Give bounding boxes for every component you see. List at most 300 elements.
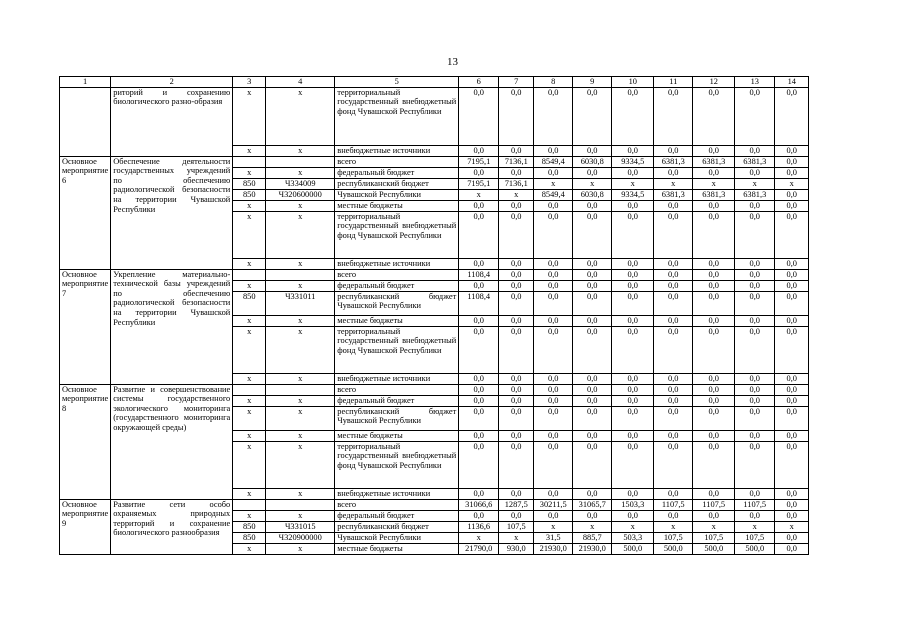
grbs-code: x xyxy=(233,430,266,441)
year-value: x xyxy=(573,521,612,532)
year-value: 0,0 xyxy=(534,326,573,373)
grbs-code: x xyxy=(233,167,266,178)
target-code: x xyxy=(266,258,335,269)
target-code: x xyxy=(266,315,335,326)
funding-source: всего xyxy=(335,269,459,280)
year-value: 0,0 xyxy=(459,430,499,441)
year-value: x xyxy=(735,178,775,189)
year-value: 0,0 xyxy=(775,167,809,178)
year-value: 0,0 xyxy=(693,510,735,521)
grbs-code: 850 xyxy=(233,189,266,200)
column-number: 6 xyxy=(459,77,499,88)
year-value: 6381,3 xyxy=(735,156,775,167)
year-value: 0,0 xyxy=(534,87,573,145)
year-value: x xyxy=(573,178,612,189)
year-value: 0,0 xyxy=(775,430,809,441)
target-code: Ч331011 xyxy=(266,291,335,315)
year-value: 0,0 xyxy=(534,430,573,441)
year-value: 0,0 xyxy=(735,167,775,178)
year-value: x xyxy=(775,178,809,189)
year-value: x xyxy=(775,521,809,532)
year-value: 0,0 xyxy=(654,145,693,156)
table-row xyxy=(60,87,809,145)
grbs-code: x xyxy=(233,373,266,384)
year-value: 21790,0 xyxy=(459,543,499,554)
year-value: 0,0 xyxy=(775,211,809,258)
year-value: 0,0 xyxy=(735,384,775,395)
column-number: 10 xyxy=(612,77,654,88)
year-value: x xyxy=(499,532,534,543)
column-number: 11 xyxy=(654,77,693,88)
year-value: 0,0 xyxy=(654,269,693,280)
year-value: 0,0 xyxy=(534,315,573,326)
activity-name: Основное мероприятие 6 xyxy=(60,156,111,269)
year-value: 31,5 xyxy=(534,532,573,543)
target-code: Ч320600000 xyxy=(266,189,335,200)
year-value: 0,0 xyxy=(693,441,735,488)
page-number: 13 xyxy=(447,56,458,68)
year-value: 30211,5 xyxy=(534,499,573,510)
grbs-code: x xyxy=(233,200,266,211)
year-value: 0,0 xyxy=(612,87,654,145)
year-value: 0,0 xyxy=(735,488,775,499)
year-value: 0,0 xyxy=(459,510,499,521)
year-value: 0,0 xyxy=(573,384,612,395)
year-value: 1503,3 xyxy=(612,499,654,510)
year-value: 0,0 xyxy=(612,145,654,156)
column-number: 9 xyxy=(573,77,612,88)
year-value: 0,0 xyxy=(459,395,499,406)
year-value: 0,0 xyxy=(654,373,693,384)
header-row xyxy=(60,77,809,88)
year-value: 0,0 xyxy=(612,258,654,269)
column-number: 12 xyxy=(693,77,735,88)
grbs-code: x xyxy=(233,87,266,145)
year-value: 0,0 xyxy=(612,395,654,406)
year-value: 0,0 xyxy=(693,145,735,156)
column-number: 14 xyxy=(775,77,809,88)
year-value: 0,0 xyxy=(459,373,499,384)
year-value: 0,0 xyxy=(534,211,573,258)
grbs-code: x xyxy=(233,543,266,554)
grbs-code: x xyxy=(233,488,266,499)
year-value: 0,0 xyxy=(499,373,534,384)
year-value: 0,0 xyxy=(573,315,612,326)
table-row xyxy=(60,384,809,395)
year-value: 0,0 xyxy=(735,291,775,315)
year-value: x xyxy=(534,178,573,189)
year-value: 0,0 xyxy=(459,211,499,258)
year-value: 0,0 xyxy=(693,280,735,291)
year-value: 0,0 xyxy=(735,269,775,280)
target-code: x xyxy=(266,406,335,430)
funding-source: местные бюджеты xyxy=(335,543,459,554)
funding-source: федеральный бюджет xyxy=(335,510,459,521)
year-value: 0,0 xyxy=(735,326,775,373)
year-value: 0,0 xyxy=(612,269,654,280)
year-value: 0,0 xyxy=(775,326,809,373)
target-code: x xyxy=(266,200,335,211)
activity-description: риторий и сохранению биологического разно-образия xyxy=(111,87,233,156)
year-value: 1136,6 xyxy=(459,521,499,532)
year-value: 0,0 xyxy=(573,488,612,499)
year-value: 0,0 xyxy=(459,258,499,269)
year-value: 21930,0 xyxy=(573,543,612,554)
year-value: 6030,8 xyxy=(573,189,612,200)
year-value: x xyxy=(735,521,775,532)
year-value: 930,0 xyxy=(499,543,534,554)
year-value: 0,0 xyxy=(499,145,534,156)
column-number: 8 xyxy=(534,77,573,88)
target-code: x xyxy=(266,488,335,499)
funding-source: федеральный бюджет xyxy=(335,280,459,291)
year-value: 500,0 xyxy=(735,543,775,554)
target-code: x xyxy=(266,211,335,258)
year-value: 0,0 xyxy=(775,200,809,211)
year-value: 0,0 xyxy=(573,441,612,488)
year-value: x xyxy=(693,178,735,189)
year-value: 0,0 xyxy=(654,441,693,488)
year-value: 0,0 xyxy=(459,326,499,373)
year-value: 0,0 xyxy=(775,532,809,543)
year-value: 0,0 xyxy=(612,510,654,521)
activity-name: Основное мероприятие 8 xyxy=(60,384,111,499)
table-row xyxy=(60,269,809,280)
year-value: 0,0 xyxy=(573,258,612,269)
year-value: 31066,6 xyxy=(459,499,499,510)
year-value: 0,0 xyxy=(612,315,654,326)
year-value: 0,0 xyxy=(735,200,775,211)
year-value: 6381,3 xyxy=(693,156,735,167)
year-value: 0,0 xyxy=(735,145,775,156)
year-value: 0,0 xyxy=(612,326,654,373)
funding-source: местные бюджеты xyxy=(335,430,459,441)
target-code: x xyxy=(266,543,335,554)
year-value: x xyxy=(499,189,534,200)
funding-source: республиканский бюджет xyxy=(335,178,459,189)
year-value: 0,0 xyxy=(735,510,775,521)
year-value: 503,3 xyxy=(612,532,654,543)
funding-source: всего xyxy=(335,384,459,395)
year-value: 0,0 xyxy=(612,441,654,488)
year-value: 0,0 xyxy=(573,145,612,156)
year-value: 0,0 xyxy=(573,200,612,211)
activity-description: Обеспечение деятельности государственных учреждений по обеспечению радиологической безопасности на территории Чувашской Республики xyxy=(111,156,233,269)
year-value: 0,0 xyxy=(459,145,499,156)
column-number: 13 xyxy=(735,77,775,88)
year-value: 0,0 xyxy=(612,291,654,315)
grbs-code: x xyxy=(233,280,266,291)
column-number: 1 xyxy=(60,77,111,88)
year-value: 0,0 xyxy=(654,315,693,326)
year-value: 1107,5 xyxy=(654,499,693,510)
funding-source: внебюджетные источники xyxy=(335,258,459,269)
year-value: 0,0 xyxy=(534,395,573,406)
year-value: 0,0 xyxy=(775,406,809,430)
funding-source: федеральный бюджет xyxy=(335,395,459,406)
year-value: 0,0 xyxy=(693,200,735,211)
year-value: 0,0 xyxy=(654,406,693,430)
year-value: 0,0 xyxy=(775,291,809,315)
grbs-code: x xyxy=(233,145,266,156)
year-value: 0,0 xyxy=(534,488,573,499)
year-value: 0,0 xyxy=(654,87,693,145)
year-value: x xyxy=(654,521,693,532)
year-value: 0,0 xyxy=(459,200,499,211)
year-value: x xyxy=(612,521,654,532)
year-value: 0,0 xyxy=(654,384,693,395)
grbs-code: x xyxy=(233,326,266,373)
year-value: 0,0 xyxy=(693,488,735,499)
year-value: 9334,5 xyxy=(612,189,654,200)
column-number: 2 xyxy=(111,77,233,88)
grbs-code: 850 xyxy=(233,178,266,189)
year-value: 0,0 xyxy=(459,167,499,178)
year-value: 0,0 xyxy=(735,87,775,145)
funding-source: всего xyxy=(335,156,459,167)
target-code: Ч334009 xyxy=(266,178,335,189)
year-value: 0,0 xyxy=(612,373,654,384)
table-row xyxy=(60,156,809,167)
year-value: 1287,5 xyxy=(499,499,534,510)
activity-description: Развитие сети особо охраняемых природных территорий и сохранение биологического разнообразия xyxy=(111,499,233,554)
target-code: x xyxy=(266,167,335,178)
year-value: 0,0 xyxy=(693,430,735,441)
year-value: 0,0 xyxy=(693,315,735,326)
year-value: 31065,7 xyxy=(573,499,612,510)
funding-source: внебюджетные источники xyxy=(335,373,459,384)
year-value: 0,0 xyxy=(775,488,809,499)
year-value: 0,0 xyxy=(735,406,775,430)
funding-source: республиканский бюджет xyxy=(335,521,459,532)
year-value: 0,0 xyxy=(499,280,534,291)
year-value: 0,0 xyxy=(775,441,809,488)
year-value: 0,0 xyxy=(693,258,735,269)
year-value: 21930,0 xyxy=(534,543,573,554)
funding-source: территориальный государственный внебюджетный фонд Чувашской Республики xyxy=(335,441,459,488)
grbs-code: x xyxy=(233,211,266,258)
year-value: 0,0 xyxy=(612,488,654,499)
year-value: x xyxy=(693,521,735,532)
year-value: 0,0 xyxy=(459,488,499,499)
year-value: 0,0 xyxy=(735,373,775,384)
grbs-code: 850 xyxy=(233,532,266,543)
grbs-code xyxy=(233,269,266,280)
year-value: 107,5 xyxy=(735,532,775,543)
target-code: x xyxy=(266,145,335,156)
year-value: 0,0 xyxy=(499,200,534,211)
year-value: 0,0 xyxy=(693,211,735,258)
funding-source: территориальный государственный внебюджетный фонд Чувашской Республики xyxy=(335,326,459,373)
year-value: 0,0 xyxy=(693,373,735,384)
year-value: 6381,3 xyxy=(654,189,693,200)
year-value: 0,0 xyxy=(735,258,775,269)
target-code: x xyxy=(266,280,335,291)
target-code xyxy=(266,384,335,395)
year-value: 0,0 xyxy=(612,167,654,178)
grbs-code: 850 xyxy=(233,521,266,532)
year-value: 0,0 xyxy=(573,291,612,315)
year-value: 0,0 xyxy=(499,211,534,258)
year-value: x xyxy=(459,189,499,200)
grbs-code: 850 xyxy=(233,291,266,315)
year-value: 0,0 xyxy=(693,269,735,280)
grbs-code: x xyxy=(233,406,266,430)
table-row xyxy=(60,499,809,510)
year-value: 0,0 xyxy=(735,280,775,291)
target-code: x xyxy=(266,87,335,145)
year-value: 0,0 xyxy=(499,488,534,499)
activity-description: Укрепление материально-технической базы учреждений по обеспечению радиологической безопасности на территории Чувашской Республики xyxy=(111,269,233,384)
year-value: 0,0 xyxy=(654,395,693,406)
year-value: 7136,1 xyxy=(499,156,534,167)
funding-source: республиканский бюджет Чувашской Республики xyxy=(335,406,459,430)
year-value: 0,0 xyxy=(499,510,534,521)
year-value: 0,0 xyxy=(573,87,612,145)
year-value: 0,0 xyxy=(775,189,809,200)
year-value: 0,0 xyxy=(775,315,809,326)
year-value: 0,0 xyxy=(499,441,534,488)
year-value: 6381,3 xyxy=(654,156,693,167)
grbs-code: x xyxy=(233,441,266,488)
year-value: 0,0 xyxy=(534,200,573,211)
year-value: 0,0 xyxy=(654,291,693,315)
year-value: 0,0 xyxy=(612,200,654,211)
funding-source: внебюджетные источники xyxy=(335,145,459,156)
year-value: 0,0 xyxy=(499,395,534,406)
year-value: 9334,5 xyxy=(612,156,654,167)
year-value: 0,0 xyxy=(654,280,693,291)
funding-source: территориальный государственный внебюджетный фонд Чувашской Республики xyxy=(335,211,459,258)
target-code: x xyxy=(266,441,335,488)
year-value: 107,5 xyxy=(654,532,693,543)
target-code: x xyxy=(266,373,335,384)
year-value: 0,0 xyxy=(735,211,775,258)
funding-source: местные бюджеты xyxy=(335,200,459,211)
target-code: x xyxy=(266,430,335,441)
year-value: 0,0 xyxy=(573,269,612,280)
year-value: 1108,4 xyxy=(459,291,499,315)
column-number: 4 xyxy=(266,77,335,88)
year-value: 107,5 xyxy=(693,532,735,543)
year-value: 0,0 xyxy=(693,384,735,395)
year-value: 0,0 xyxy=(654,430,693,441)
year-value: 0,0 xyxy=(459,406,499,430)
year-value: 0,0 xyxy=(775,543,809,554)
year-value: 0,0 xyxy=(775,510,809,521)
year-value: 0,0 xyxy=(459,384,499,395)
activity-name xyxy=(60,87,111,156)
grbs-code xyxy=(233,499,266,510)
year-value: 7195,1 xyxy=(459,178,499,189)
year-value: 0,0 xyxy=(534,167,573,178)
funding-source: внебюджетные источники xyxy=(335,488,459,499)
year-value: 0,0 xyxy=(459,441,499,488)
year-value: 0,0 xyxy=(499,258,534,269)
year-value: 0,0 xyxy=(459,87,499,145)
year-value: 0,0 xyxy=(654,326,693,373)
year-value: 0,0 xyxy=(499,430,534,441)
year-value: 500,0 xyxy=(612,543,654,554)
year-value: 0,0 xyxy=(775,373,809,384)
year-value: 0,0 xyxy=(775,384,809,395)
funding-source: федеральный бюджет xyxy=(335,167,459,178)
year-value: 8549,4 xyxy=(534,189,573,200)
grbs-code xyxy=(233,156,266,167)
grbs-code: x xyxy=(233,315,266,326)
year-value: 0,0 xyxy=(534,258,573,269)
year-value: 6030,8 xyxy=(573,156,612,167)
year-value: 0,0 xyxy=(654,510,693,521)
funding-source: местные бюджеты xyxy=(335,315,459,326)
target-code: x xyxy=(266,395,335,406)
year-value: 0,0 xyxy=(693,167,735,178)
year-value: 0,0 xyxy=(534,280,573,291)
year-value: 107,5 xyxy=(499,521,534,532)
year-value: 0,0 xyxy=(775,269,809,280)
target-code xyxy=(266,499,335,510)
year-value: 500,0 xyxy=(654,543,693,554)
target-code xyxy=(266,156,335,167)
year-value: 0,0 xyxy=(573,211,612,258)
year-value: 0,0 xyxy=(499,269,534,280)
year-value: 0,0 xyxy=(499,406,534,430)
year-value: 1107,5 xyxy=(693,499,735,510)
year-value: 0,0 xyxy=(534,269,573,280)
target-code: Ч320900000 xyxy=(266,532,335,543)
year-value: 500,0 xyxy=(693,543,735,554)
year-value: 7136,1 xyxy=(499,178,534,189)
year-value: 0,0 xyxy=(654,258,693,269)
year-value: 0,0 xyxy=(775,395,809,406)
year-value: 0,0 xyxy=(534,384,573,395)
year-value: 0,0 xyxy=(693,406,735,430)
year-value: 0,0 xyxy=(693,87,735,145)
column-number: 7 xyxy=(499,77,534,88)
year-value: 0,0 xyxy=(573,326,612,373)
year-value: 0,0 xyxy=(775,258,809,269)
target-code xyxy=(266,269,335,280)
year-value: 1107,5 xyxy=(735,499,775,510)
year-value: 0,0 xyxy=(612,280,654,291)
funding-source: Чувашской Республики xyxy=(335,189,459,200)
year-value: 0,0 xyxy=(775,280,809,291)
year-value: 0,0 xyxy=(573,280,612,291)
funding-source: Чувашской Республики xyxy=(335,532,459,543)
grbs-code: x xyxy=(233,510,266,521)
grbs-code: x xyxy=(233,395,266,406)
funding-source: территориальный государственный внебюджетный фонд Чувашской Республики xyxy=(335,87,459,145)
year-value: x xyxy=(534,521,573,532)
year-value: 0,0 xyxy=(499,87,534,145)
year-value: 0,0 xyxy=(612,430,654,441)
year-value: 0,0 xyxy=(775,499,809,510)
year-value: 0,0 xyxy=(693,291,735,315)
year-value: 0,0 xyxy=(775,156,809,167)
year-value: 0,0 xyxy=(775,145,809,156)
funding-source: всего xyxy=(335,499,459,510)
year-value: 0,0 xyxy=(499,167,534,178)
year-value: 0,0 xyxy=(534,373,573,384)
year-value: 885,7 xyxy=(573,532,612,543)
year-value: 0,0 xyxy=(499,291,534,315)
year-value: 0,0 xyxy=(654,200,693,211)
target-code: x xyxy=(266,510,335,521)
year-value: 0,0 xyxy=(654,167,693,178)
year-value: 0,0 xyxy=(735,315,775,326)
year-value: 0,0 xyxy=(612,384,654,395)
year-value: 0,0 xyxy=(534,406,573,430)
